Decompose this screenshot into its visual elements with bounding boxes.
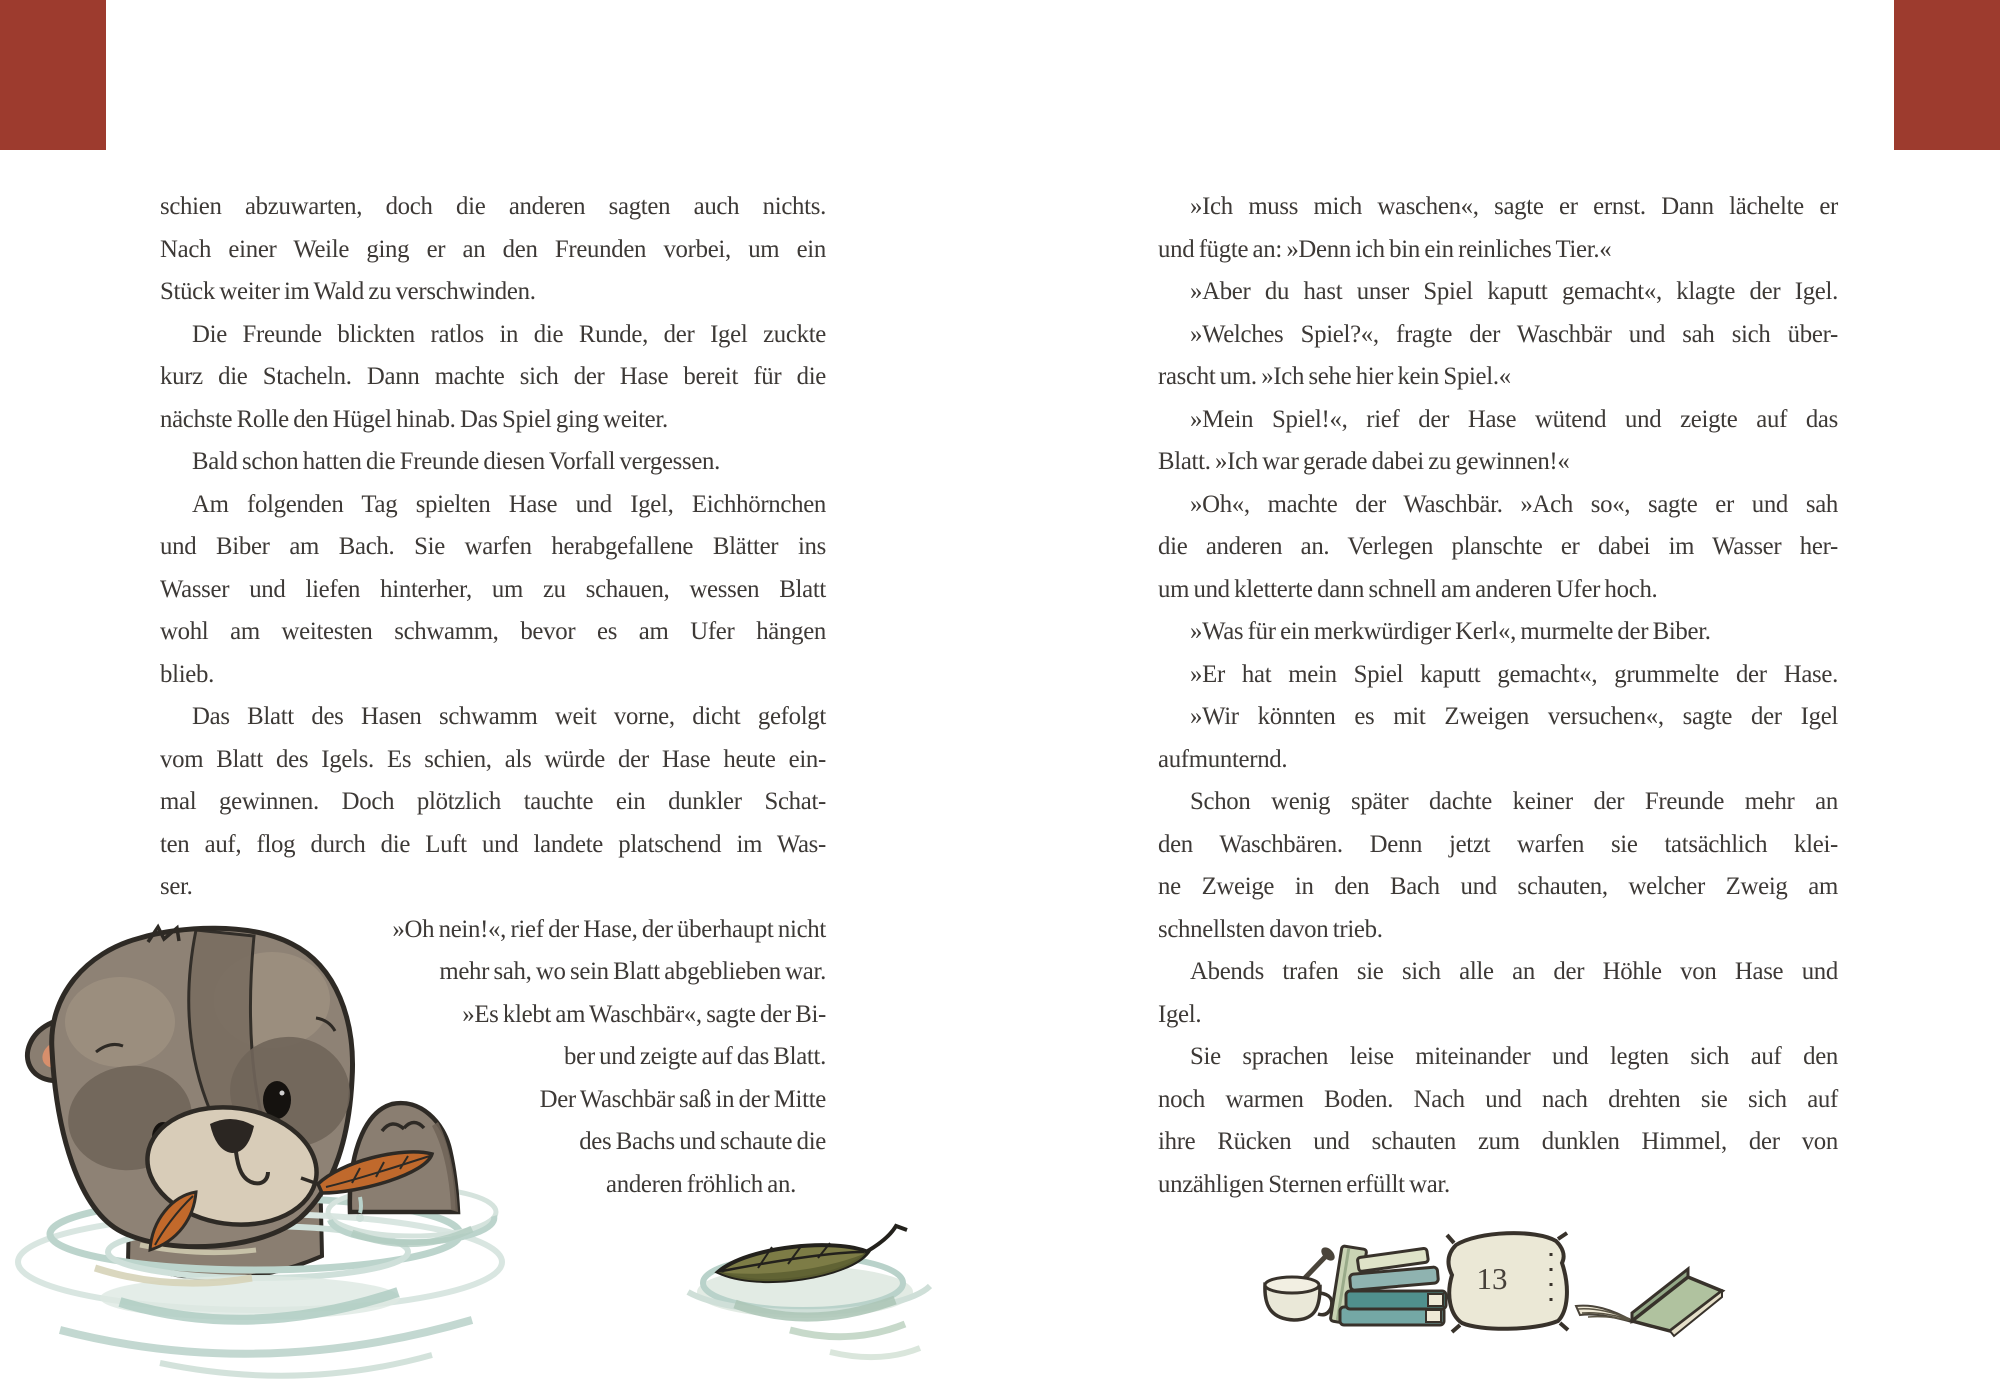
- text-line: mehr sah, wo sein Blatt abgeblieben war.: [439, 958, 826, 985]
- text-line: schnellsten davon trieb.: [1158, 915, 1383, 943]
- text-line: unzähligen Sternen erfüllt war.: [1158, 1170, 1450, 1198]
- text-line: den Waschbären. Denn jetzt warfen sie tatsächlich klei-: [1158, 830, 1838, 858]
- text-line: die anderen an. Verlegen planschte er dabei im Wasser her-: [1158, 533, 1838, 560]
- text-line: »Oh nein!«, rief der Hase, der überhaupt nicht: [392, 915, 826, 943]
- teacup-illustration: [1265, 1245, 1337, 1320]
- text-line: Igel.: [1158, 1000, 1202, 1028]
- text-line: kurz die Stacheln. Dann machte sich der Hase bereit für die: [160, 363, 826, 390]
- text-line: Blatt. »Ich war gerade dabei zu gewinnen!«: [1158, 448, 1570, 475]
- raccoon-figure: [17, 927, 502, 1376]
- text-line: »Mein Spiel!«, rief der Hase wütend und zeigte auf das: [1190, 405, 1838, 433]
- cover-corner-top-left: [0, 0, 106, 150]
- text-line: »Was für ein merkwürdiger Kerl«, murmelte der Biber.: [1190, 618, 1711, 645]
- text-line: Das Blatt des Hasen schwamm weit vorne, dicht gefolgt: [192, 703, 826, 730]
- text-line: vom Blatt des Igels. Es schien, als würde der Hase heute ein-: [160, 745, 826, 773]
- text-line: rascht um. »Ich sehe hier kein Spiel.«: [1158, 363, 1511, 390]
- right-page-text: [1158, 186, 1838, 1206]
- text-line: ne Zweige in den Bach und schauten, welcher Zweig am: [1158, 873, 1838, 900]
- text-line: ser.: [160, 873, 193, 900]
- text-line: und Biber am Bach. Sie warfen herabgefallene Blätter ins: [160, 533, 826, 560]
- footer-vignette: [1240, 1225, 1740, 1355]
- text-line: blieb.: [160, 660, 214, 688]
- text-line: ber und zeigte auf das Blatt.: [564, 1043, 826, 1070]
- text-line: »Ich muss mich waschen«, sagte er ernst. Dann lächelte er: [1190, 193, 1838, 220]
- text-line: ten auf, flog durch die Luft und landete platschend im Was-: [160, 830, 826, 858]
- text-line: anderen fröhlich an.: [606, 1170, 796, 1198]
- text-line: um und kletterte dann schnell am anderen Ufer hoch.: [1158, 575, 1658, 603]
- text-line: »Welches Spiel?«, fragte der Waschbär und sah sich über-: [1190, 320, 1838, 348]
- text-line: Am folgenden Tag spielten Hase und Igel, Eichhörnchen: [192, 490, 826, 518]
- text-line: und fügte an: »Denn ich bin ein reinliches Tier.«: [1158, 235, 1612, 263]
- text-line: »Aber du hast unser Spiel kaputt gemacht«, klagte der Igel.: [1190, 278, 1838, 305]
- text-line: schien abzuwarten, doch die anderen sagten auch nichts.: [160, 193, 826, 220]
- text-line: mal gewinnen. Doch plötzlich tauchte ein dunkler Schat-: [160, 788, 826, 815]
- text-line: noch warmen Boden. Nach und nach drehten sie sich auf: [1158, 1085, 1838, 1113]
- text-line: Wasser und liefen hinterher, um zu schauen, wessen Blatt: [160, 575, 826, 603]
- raccoon-in-water-illustration: [0, 900, 980, 1382]
- text-line: Bald schon hatten die Freunde diesen Vorfall vergessen.: [192, 448, 721, 475]
- text-line: nächste Rolle den Hügel hinab. Das Spiel ging weiter.: [160, 405, 668, 433]
- floating-green-leaf: [688, 1226, 930, 1357]
- text-line: »Es klebt am Waschbär«, sagte der Bi-: [462, 1000, 826, 1028]
- text-line: Nach einer Weile ging er an den Freunden vorbei, um ein: [160, 235, 826, 263]
- text-line: Der Waschbär saß in der Mitte: [539, 1085, 826, 1113]
- text-line: ihre Rücken und schauten zum dunklen Himmel, der von: [1158, 1128, 1838, 1155]
- text-line: Abends trafen sie sich alle an der Höhle von Hase und: [1190, 958, 1838, 985]
- text-line: des Bachs und schaute die: [579, 1128, 826, 1155]
- text-line: aufmunternd.: [1158, 745, 1288, 773]
- cover-corner-top-right: [1894, 0, 2000, 150]
- text-line: Sie sprachen leise miteinander und legten sich auf den: [1190, 1043, 1838, 1070]
- text-line: wohl am weitesten schwamm, bevor es am Ufer hängen: [160, 618, 826, 645]
- text-line: Stück weiter im Wald zu verschwinden.: [160, 278, 536, 305]
- text-line: »Er hat mein Spiel kaputt gemacht«, grummelte der Hase.: [1190, 660, 1838, 688]
- text-line: »Oh«, machte der Waschbär. »Ach so«, sagte er und sah: [1190, 490, 1838, 518]
- text-line: Schon wenig später dachte keiner der Freunde mehr an: [1190, 788, 1838, 815]
- open-book-illustration: [1576, 1269, 1722, 1336]
- book-stack-illustration: [1330, 1246, 1446, 1325]
- text-line: »Wir könnten es mit Zweigen versuchen«, sagte der Igel: [1190, 703, 1838, 730]
- pillow-page-number-illustration: [1447, 1233, 1568, 1332]
- page-number: 13: [1476, 1261, 1508, 1296]
- text-line: Die Freunde blickten ratlos in die Runde, der Igel zuckte: [192, 320, 826, 348]
